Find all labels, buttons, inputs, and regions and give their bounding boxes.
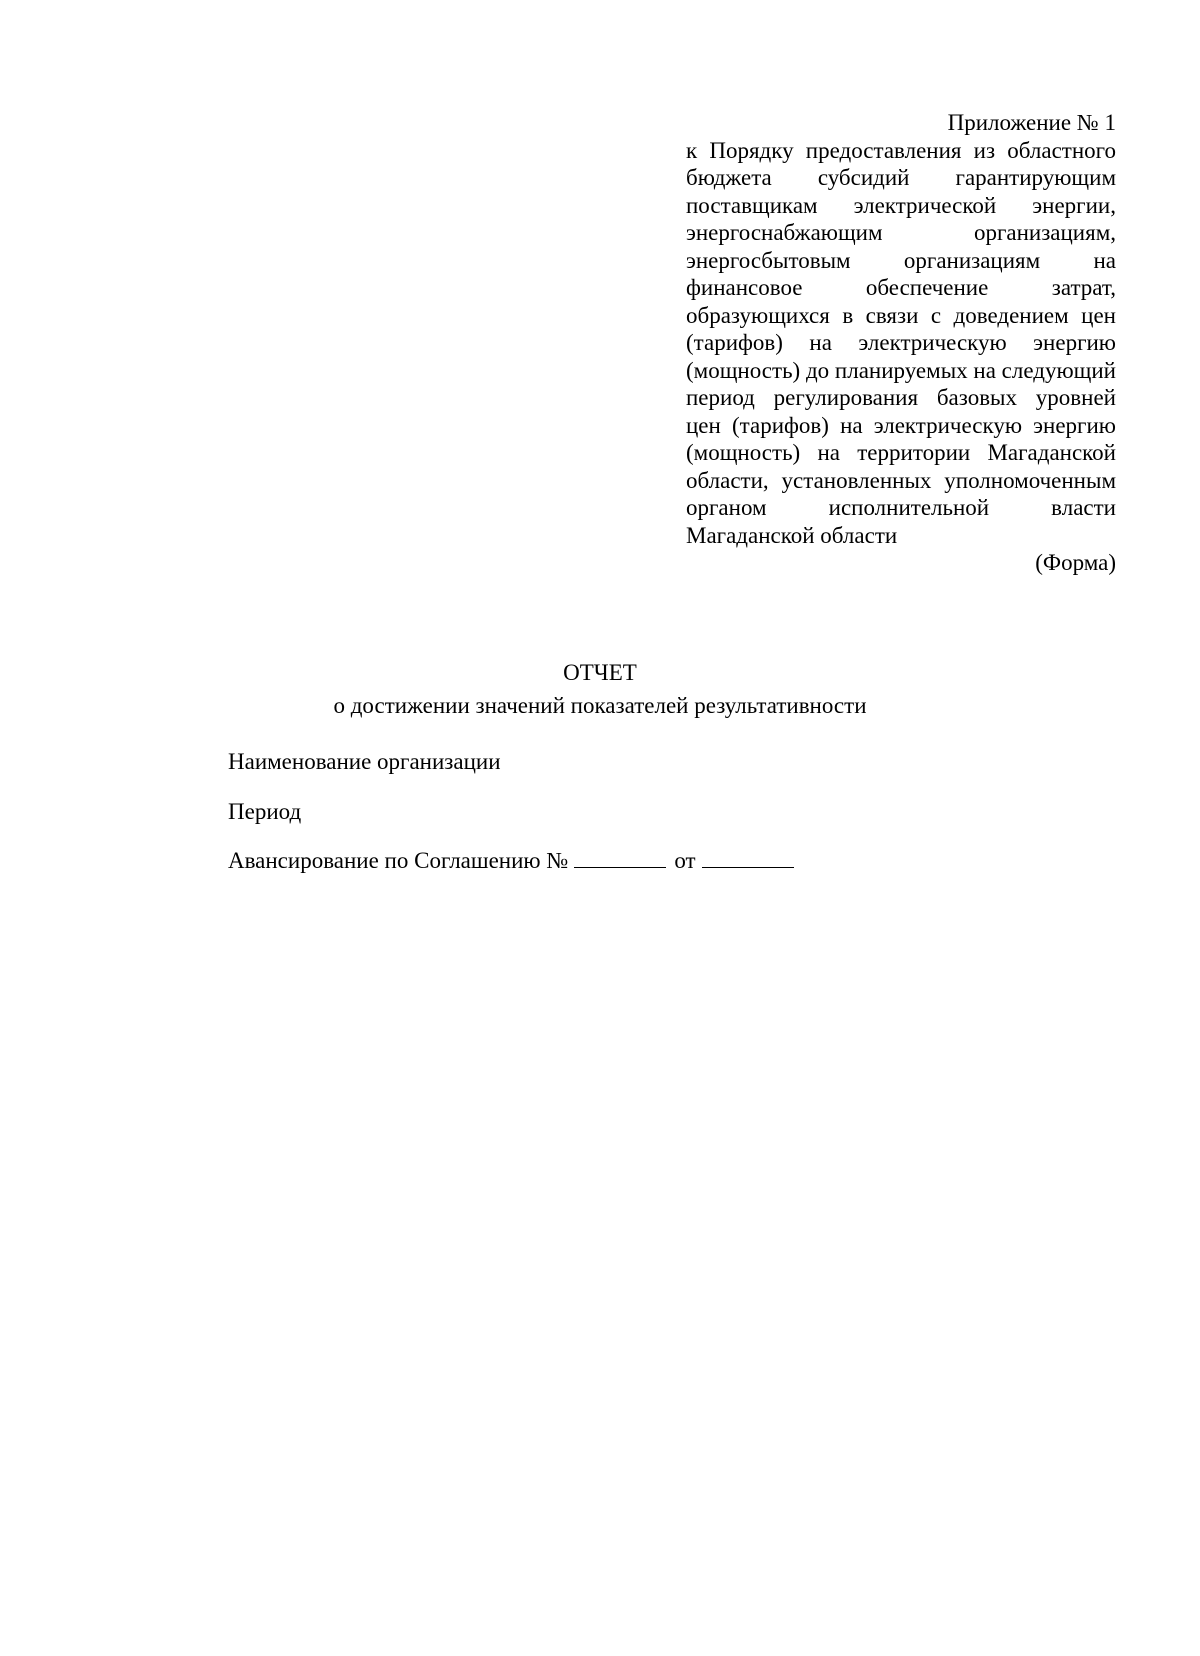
appendix-description: к Порядку предоставления из областного бюджета субсидий гарантирующим поставщикам электрической энергии, энергоснабжающим организациям, энергосбытовым организациям на финансовое обеспечение затрат, образующихся в связи с доведением цен (тарифов) на электрическую энергию (мощность) до планируемых на следующий период регулирования базовых уровней цен (тарифов) на электрическую энергию (мощность) на территории Магаданской области, установленных уполномоченным органом исполнительной власти Магаданской области <box>686 137 1116 548</box>
advance-agreement-label: Авансирование по Соглашению № <box>228 848 569 873</box>
appendix-title: Приложение № 1 <box>947 110 1116 135</box>
agreement-date-prefix: от <box>674 848 696 873</box>
organization-name-label: Наименование организации <box>228 749 501 774</box>
period-label: Период <box>228 799 302 824</box>
agreement-number-blank <box>574 847 666 868</box>
report-title: ОТЧЕТ <box>563 660 637 685</box>
appendix-block <box>686 109 1116 577</box>
form-label: (Форма) <box>1035 550 1116 575</box>
advance-agreement-line <box>228 847 794 875</box>
agreement-date-blank <box>702 847 794 868</box>
report-subtitle: о достижении значений показателей результативности <box>333 693 867 718</box>
